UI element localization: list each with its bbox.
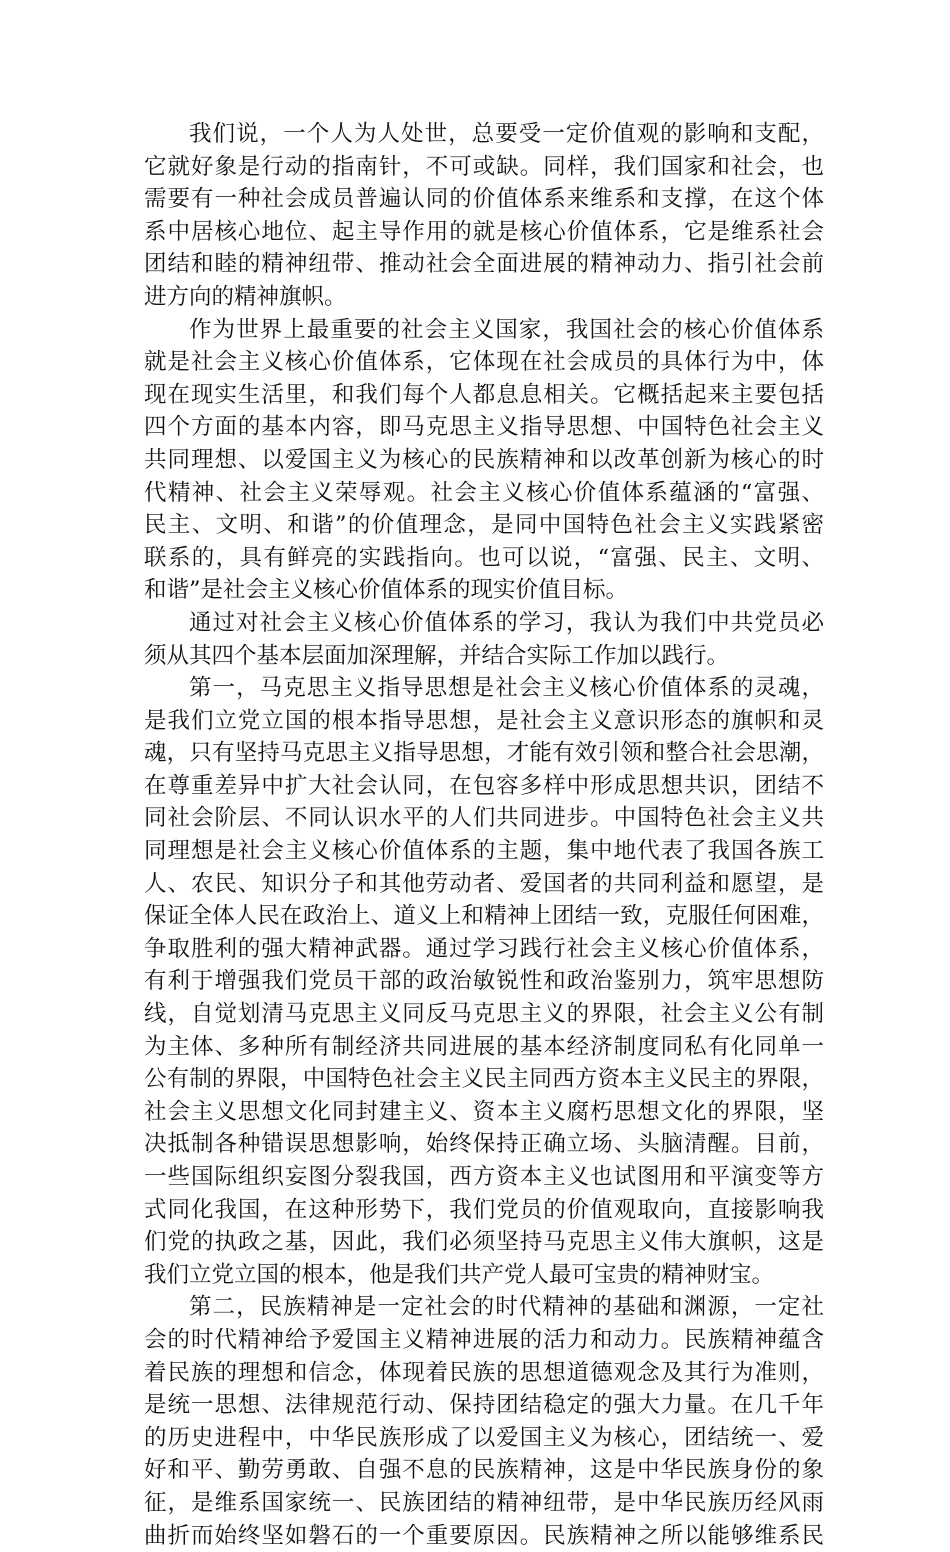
- text-line: 们党的执政之基，因此，我们必须坚持马克思主义伟大旗帜，这是: [144, 1229, 824, 1256]
- text-line: 团结和睦的精神纽带、推动社会全面进展的精神动力、指引社会前: [144, 251, 824, 278]
- text-line: 为主体、多种所有制经济共同进展的基本经济制度同私有化同单一: [144, 1033, 824, 1060]
- text-line: 的历史进程中，中华民族形成了以爱国主义为核心，团结统一、爱: [144, 1424, 824, 1451]
- text-line: 线，自觉划清马克思主义同反马克思主义的界限，社会主义公有制: [144, 1001, 824, 1028]
- text-line: 同社会阶层、不同认识水平的人们共同进步。中国特色社会主义共: [144, 805, 824, 832]
- text-line: 魂，只有坚持马克思主义指导思想，才能有效引领和整合社会思潮，: [144, 740, 824, 767]
- text-line: 式同化我国，在这种形势下，我们党员的价值观取向，直接影响我: [144, 1196, 824, 1223]
- text-line: 需要有一种社会成员普遍认同的价值体系来维系和支撑，在这个体: [144, 186, 824, 213]
- text-line: 曲折而始终坚如磐石的一个重要原因。民族精神之所以能够维系民: [144, 1522, 824, 1549]
- paragraph-first-line: 作为世界上最重要的社会主义国家，我国社会的核心价值体系: [189, 316, 824, 343]
- text-line: 着民族的理想和信念，体现着民族的思想道德观念及其行为准则，: [144, 1359, 824, 1386]
- text-line: 在尊重差异中扩大社会认同，在包容多样中形成思想共识，团结不: [144, 772, 824, 799]
- text-line: 须从其四个基本层面加深理解，并结合实际工作加以践行。: [144, 642, 730, 669]
- text-line: 同理想是社会主义核心价值体系的主题，集中地代表了我国各族工: [144, 838, 824, 865]
- text-line: 公有制的界限，中国特色社会主义民主同西方资本主义民主的界限，: [144, 1066, 824, 1093]
- text-line: 进方向的精神旗帜。: [144, 283, 347, 310]
- text-line: 一些国际组织妄图分裂我国，西方资本主义也试图用和平演变等方: [144, 1164, 824, 1190]
- text-line: 和谐”是社会主义核心价值体系的现实价值目标。: [144, 577, 629, 604]
- text-line: 人、农民、知识分子和其他劳动者、爱国者的共同利益和愿望，是: [144, 870, 824, 897]
- text-line: 征，是维系国家统一、民族团结的精神纽带，是中华民族历经风雨: [144, 1489, 824, 1516]
- text-line: 社会主义思想文化同封建主义、资本主义腐朽思想文化的界限，坚: [144, 1098, 824, 1125]
- text-line: 有利于增强我们党员干部的政治敏锐性和政治鉴别力，筑牢思想防: [144, 968, 824, 995]
- text-line: 代精神、社会主义荣辱观。社会主义核心价值体系蕴涵的“富强、: [144, 479, 824, 506]
- text-line: 决抵制各种错误思想影响，始终保持正确立场、头脑清醒。目前，: [144, 1131, 824, 1158]
- paragraph-first-line: 第二，民族精神是一定社会的时代精神的基础和渊源，一定社: [189, 1294, 824, 1321]
- text-line: 民主、文明、和谐”的价值理念，是同中国特色社会主义实践紧密: [144, 512, 824, 539]
- paragraph-first-line: 第一，马克思主义指导思想是社会主义核心价值体系的灵魂，: [189, 675, 824, 702]
- text-line: 好和平、勤劳勇敢、自强不息的民族精神，这是中华民族身份的象: [144, 1457, 824, 1484]
- text-line: 现在现实生活里，和我们每个人都息息相关。它概括起来主要包括: [144, 381, 824, 408]
- text-line: 是我们立党立国的根本指导思想，是社会主义意识形态的旗帜和灵: [144, 707, 824, 734]
- paragraph-first-line: 通过对社会主义核心价值体系的学习，我认为我们中共党员必: [189, 609, 824, 636]
- text-line: 我们立党立国的根本，他是我们共产党人最可宝贵的精神财宝。: [144, 1261, 775, 1288]
- text-line: 保证全体人民在政治上、道义上和精神上团结一致，克服任何困难，: [144, 903, 824, 930]
- body-text: [144, 118, 824, 1552]
- text-line: 共同理想、以爱国主义为核心的民族精神和以改革创新为核心的时: [144, 446, 824, 473]
- text-line: 它就好象是行动的指南针，不可或缺。同样，我们国家和社会，也: [144, 153, 824, 180]
- text-line: 会的时代精神给予爱国主义精神进展的活力和动力。民族精神蕴含: [144, 1326, 824, 1353]
- text-line: 四个方面的基本内容，即马克思主义指导思想、中国特色社会主义: [144, 414, 824, 441]
- text-line: 是统一思想、法律规范行动、保持团结稳定的强大力量。在几千年: [144, 1392, 824, 1419]
- text-line: 系中居核心地位、起主导作用的就是核心价值体系，它是维系社会: [144, 218, 824, 245]
- text-line: 就是社会主义核心价值体系，它体现在社会成员的具体行为中，体: [144, 349, 824, 376]
- paragraph-first-line: 我们说，一个人为人处世，总要受一定价值观的影响和支配，: [189, 121, 824, 147]
- text-line: 争取胜利的强大精神武器。通过学习践行社会主义核心价值体系，: [144, 935, 824, 962]
- text-line: 联系的，具有鲜亮的实践指向。也可以说，“富强、民主、文明、: [144, 544, 824, 571]
